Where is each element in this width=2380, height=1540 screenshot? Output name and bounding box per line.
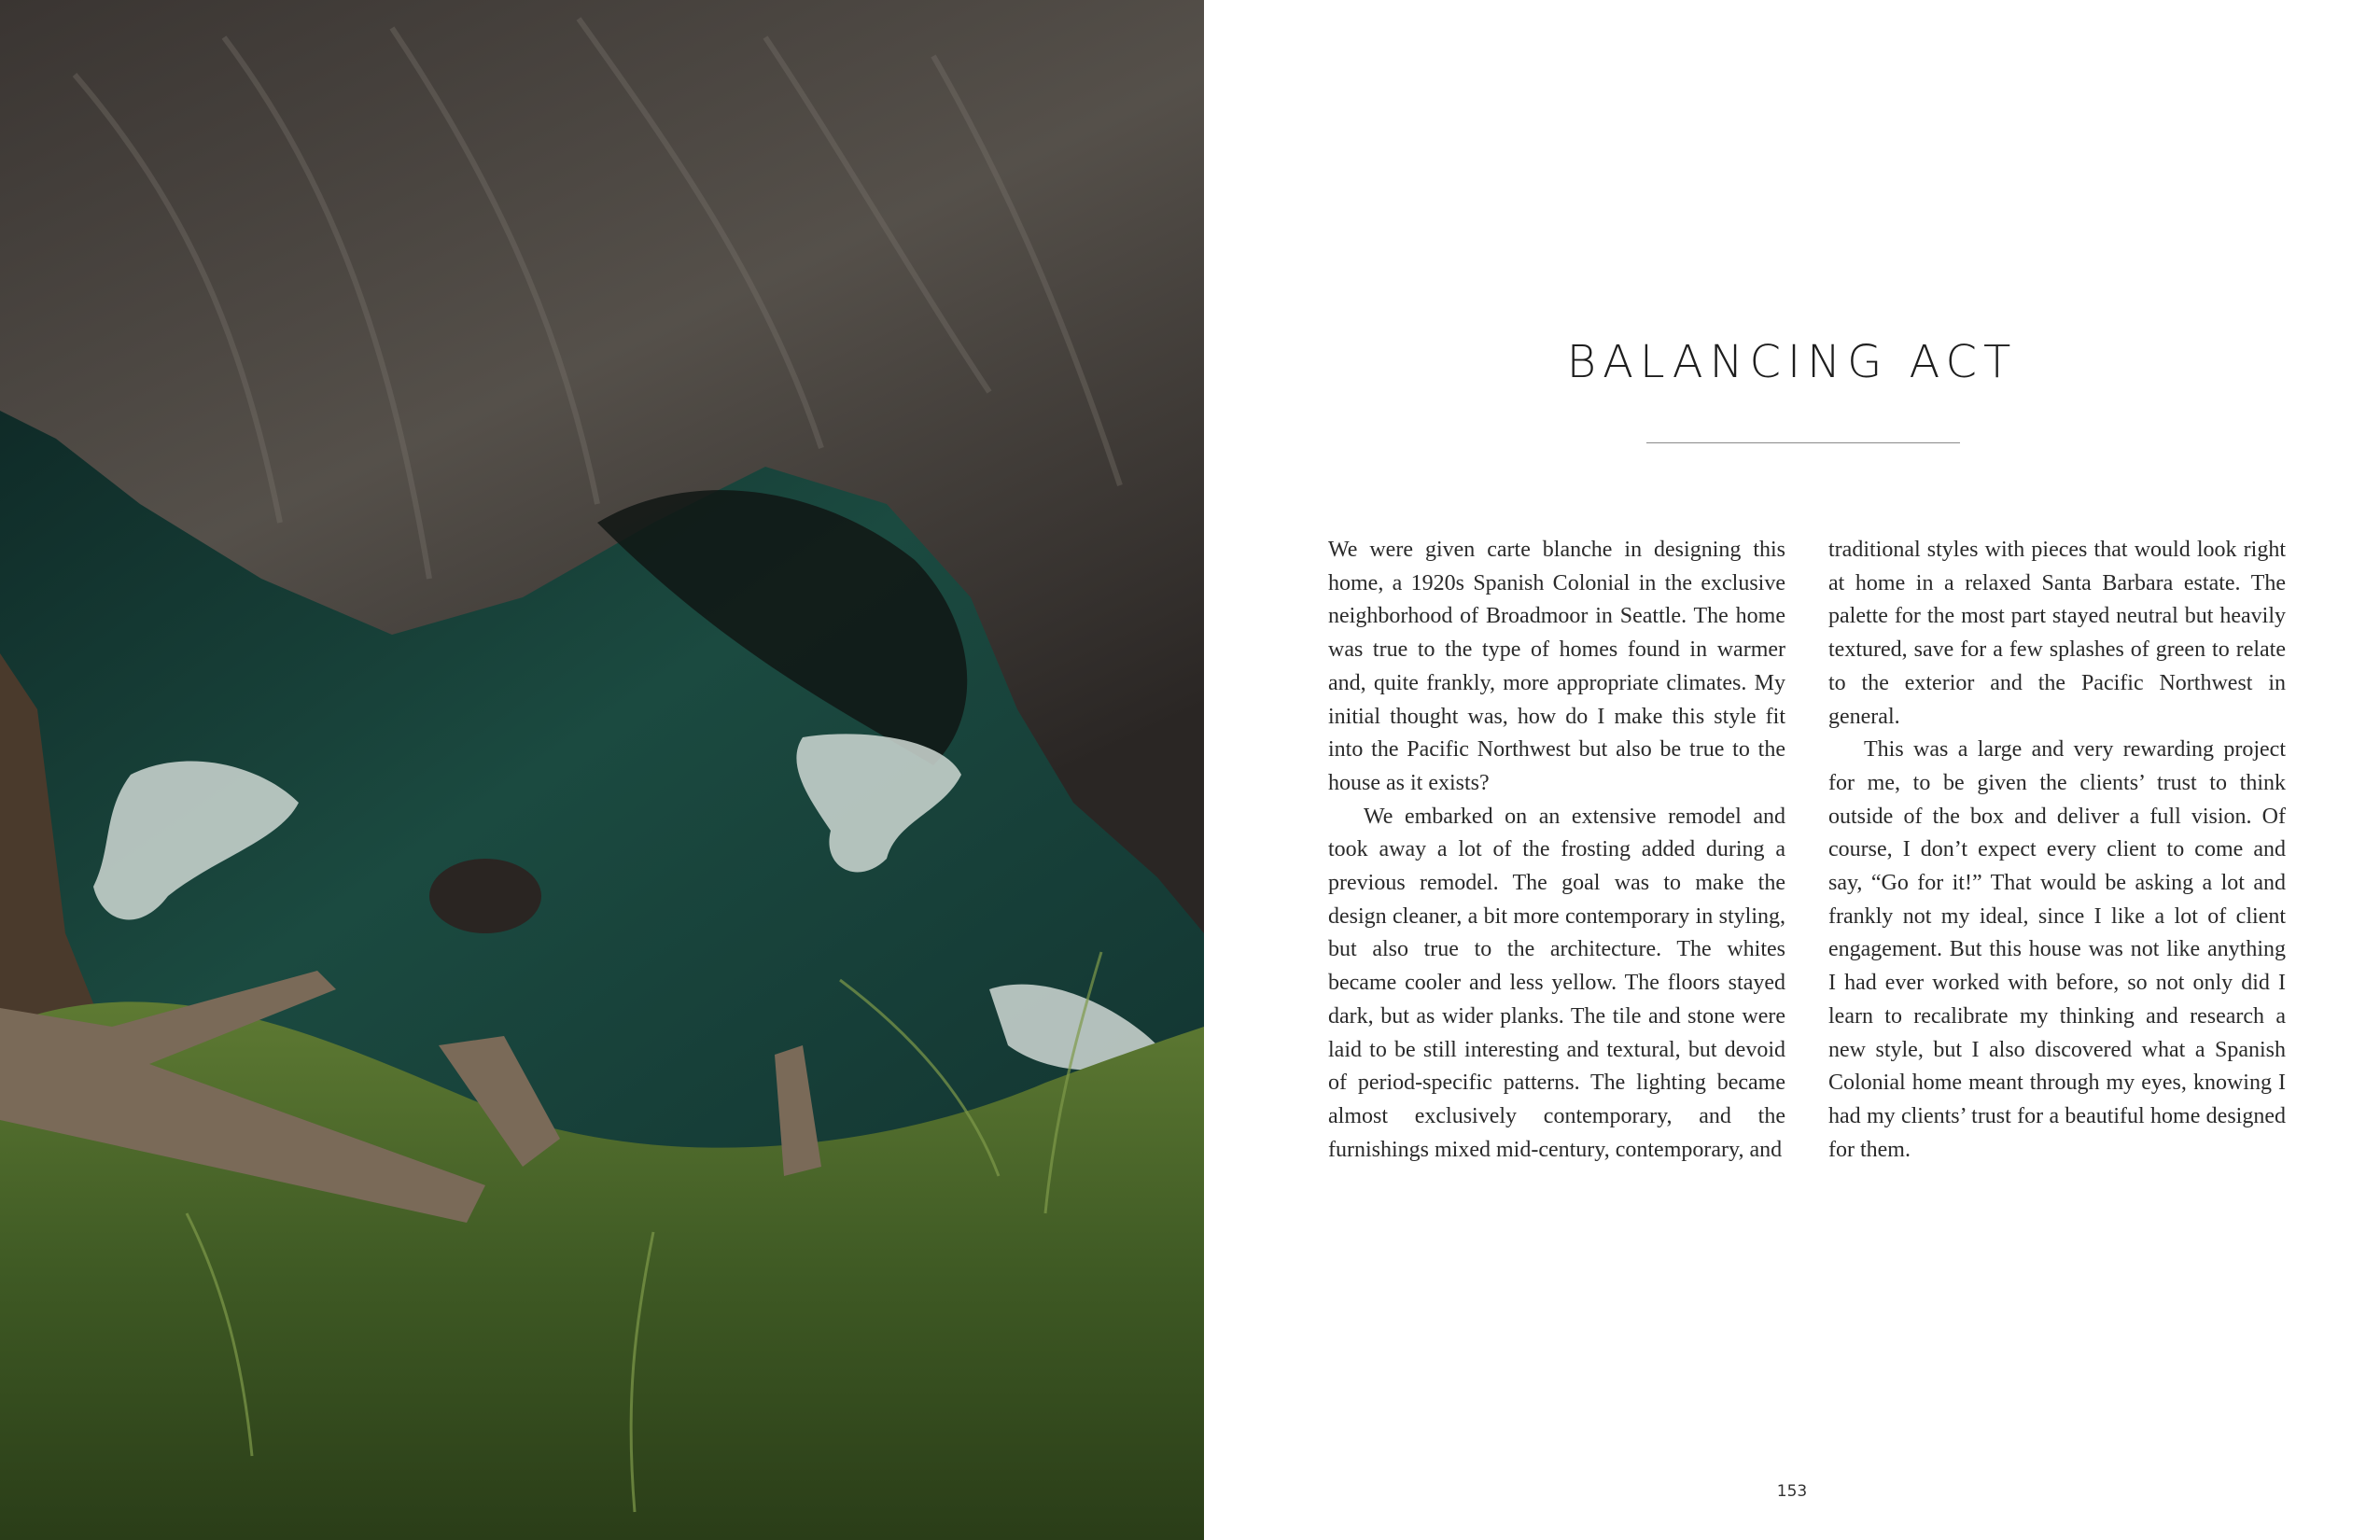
page-number: 153	[1776, 1482, 1808, 1501]
paragraph: traditional styles with pieces that would look right at home in a relaxed Santa Barbara estate. The palette for the most part stayed neutral but heavily textured, save for a few splashes of green to relate to the exterior and the Pacific Northwest in general.	[1828, 538, 2286, 729]
paragraph: This was a large and very rewarding project for me, to be given the clients’ trust to think outside of the box and deliver a full vision. Of course, I don’t expect every client to come and say, “Go for it!” That would be asking a lot and frankly not my ideal, since I like a lot of client engagement. But this house was not like anything I had ever worked with before, so not only did I learn to recalibrate my thinking and research a new style, but I also discovered what a Spanish Colonial home meant through my eyes, knowing I had my clients’ trust for a beautiful home designed for them.	[1828, 737, 2286, 1162]
chapter-title: BALANCING ACT	[1566, 336, 2018, 388]
sea-rock	[429, 859, 541, 933]
title-divider	[1646, 442, 1960, 443]
text-page	[1204, 0, 2380, 1540]
text-column-1	[1328, 534, 1785, 1167]
paragraph: We embarked on an extensive remodel and took away a lot of the frosting added during a previous remodel. The goal was to make the design cleaner, a bit more contemporary in styling, but also true to the architecture. The whites became cooler and less yellow. The floors stayed dark, but as wider planks. The tile and stone were laid to be still interesting and textural, but devoid of period-specific patterns. The lighting became almost exclusively contemporary, and the furnishings mixed mid-century, contemporary, and	[1328, 804, 1785, 1162]
paragraph: We were given carte blanche in designing this home, a 1920s Spanish Colonial in the exclusive neighborhood of Broadmoor in Seattle. The home was true to the type of homes found in warmer and, quite frankly, more appropriate climates. My initial thought was, how do I make this style fit into the Pacific Northwest but also be true to the house as it exists?	[1328, 538, 1785, 795]
text-column-2	[1828, 534, 2286, 1167]
